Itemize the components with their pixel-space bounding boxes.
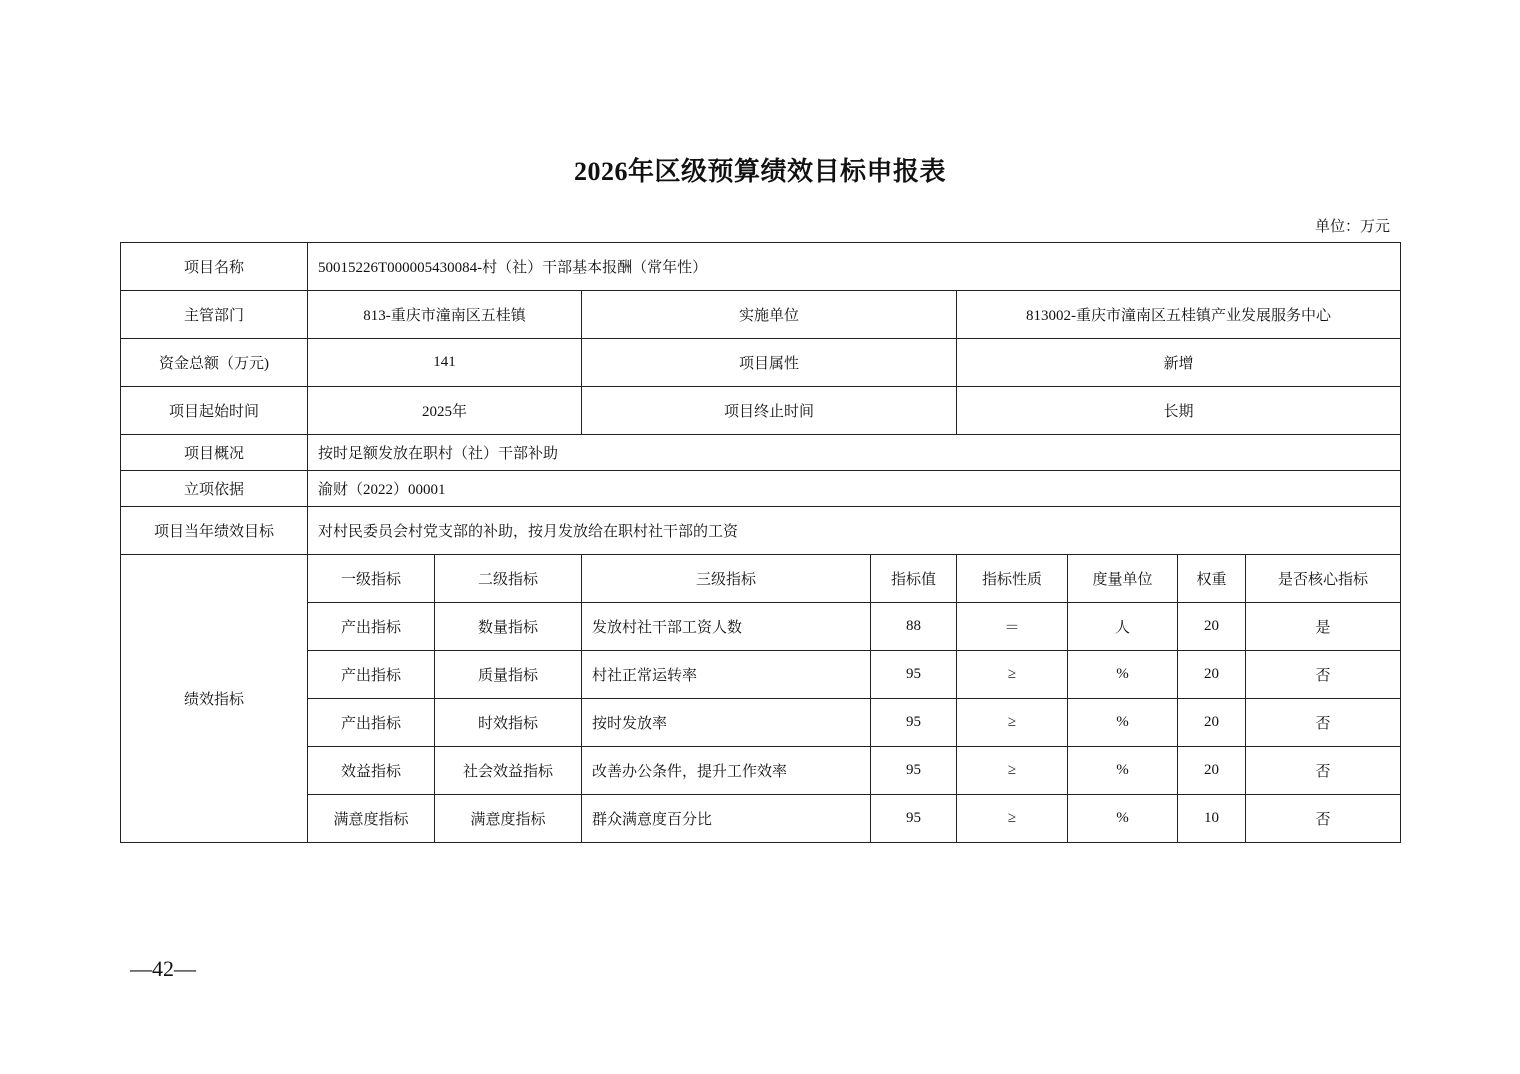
indicator-level3: 群众满意度百分比	[582, 795, 871, 843]
row-project-name	[121, 243, 1401, 291]
indicator-weight: 20	[1178, 651, 1246, 699]
project-name-value: 50015226T000005430084-村（社）干部基本报酬（常年性）	[308, 243, 1401, 291]
indicator-core: 否	[1246, 699, 1401, 747]
dept-label: 主管部门	[121, 291, 308, 339]
indicator-level1: 满意度指标	[308, 795, 435, 843]
header-weight: 权重	[1178, 555, 1246, 603]
indicator-row	[121, 795, 1401, 843]
row-goal	[121, 507, 1401, 555]
indicator-weight: 20	[1178, 747, 1246, 795]
indicator-level1: 产出指标	[308, 651, 435, 699]
indicator-weight: 20	[1178, 699, 1246, 747]
indicator-level3: 发放村社干部工资人数	[582, 603, 871, 651]
impl-label: 实施单位	[582, 291, 957, 339]
indicator-level2: 质量指标	[435, 651, 582, 699]
indicator-row	[121, 651, 1401, 699]
indicator-header-row	[121, 555, 1401, 603]
indicator-core: 否	[1246, 795, 1401, 843]
indicator-row	[121, 603, 1401, 651]
indicator-level2: 数量指标	[435, 603, 582, 651]
row-basis	[121, 471, 1401, 507]
indicator-level3: 按时发放率	[582, 699, 871, 747]
unit-label: 单位：万元	[1314, 219, 1390, 235]
indicator-nature: ≥	[957, 699, 1068, 747]
project-name-label: 项目名称	[121, 243, 308, 291]
end-value: 长期	[957, 387, 1401, 435]
goal-value: 对村民委员会村党支部的补助，按月发放给在职村社干部的工资	[308, 507, 1401, 555]
indicator-nature: ＝	[957, 603, 1068, 651]
header-core: 是否核心指标	[1246, 555, 1401, 603]
indicators-label: 绩效指标	[121, 555, 308, 843]
funds-label: 资金总额（万元)	[121, 339, 308, 387]
indicator-level1: 效益指标	[308, 747, 435, 795]
dept-value: 813-重庆市潼南区五桂镇	[308, 291, 582, 339]
start-value: 2025年	[308, 387, 582, 435]
attr-value: 新增	[957, 339, 1401, 387]
overview-value: 按时足额发放在职村（社）干部补助	[308, 435, 1401, 471]
overview-label: 项目概况	[121, 435, 308, 471]
indicator-core: 是	[1246, 603, 1401, 651]
indicator-weight: 20	[1178, 603, 1246, 651]
funds-value: 141	[308, 339, 582, 387]
indicator-nature: ≥	[957, 747, 1068, 795]
basis-value: 渝财（2022）00001	[308, 471, 1401, 507]
impl-value: 813002-重庆市潼南区五桂镇产业发展服务中心	[957, 291, 1401, 339]
header-value: 指标值	[871, 555, 957, 603]
header-level1: 一级指标	[308, 555, 435, 603]
header-unit: 度量单位	[1068, 555, 1178, 603]
indicator-level3: 村社正常运转率	[582, 651, 871, 699]
page-title: 2026年区级预算绩效目标申报表	[573, 157, 946, 186]
indicator-row	[121, 699, 1401, 747]
indicator-nature: ≥	[957, 795, 1068, 843]
indicator-unit: %	[1068, 651, 1178, 699]
indicator-core: 否	[1246, 747, 1401, 795]
indicator-value: 95	[871, 651, 957, 699]
indicator-row	[121, 747, 1401, 795]
indicator-level1: 产出指标	[308, 603, 435, 651]
indicator-nature: ≥	[957, 651, 1068, 699]
indicator-unit: %	[1068, 699, 1178, 747]
indicator-level2: 时效指标	[435, 699, 582, 747]
indicator-value: 88	[871, 603, 957, 651]
header-nature: 指标性质	[957, 555, 1068, 603]
indicator-value: 95	[871, 747, 957, 795]
indicator-level1: 产出指标	[308, 699, 435, 747]
row-overview	[121, 435, 1401, 471]
end-label: 项目终止时间	[582, 387, 957, 435]
start-label: 项目起始时间	[121, 387, 308, 435]
indicator-level3: 改善办公条件，提升工作效率	[582, 747, 871, 795]
page-number: —42—	[130, 956, 196, 981]
header-level3: 三级指标	[582, 555, 871, 603]
indicator-value: 95	[871, 795, 957, 843]
row-period	[121, 387, 1401, 435]
indicator-unit: 人	[1068, 603, 1178, 651]
indicator-unit: %	[1068, 747, 1178, 795]
indicator-level2: 满意度指标	[435, 795, 582, 843]
basis-label: 立项依据	[121, 471, 308, 507]
header-level2: 二级指标	[435, 555, 582, 603]
row-department	[121, 291, 1401, 339]
indicator-weight: 10	[1178, 795, 1246, 843]
attr-label: 项目属性	[582, 339, 957, 387]
indicator-unit: %	[1068, 795, 1178, 843]
indicator-value: 95	[871, 699, 957, 747]
row-funds	[121, 339, 1401, 387]
indicator-level2: 社会效益指标	[435, 747, 582, 795]
indicator-core: 否	[1246, 651, 1401, 699]
goal-label: 项目当年绩效目标	[121, 507, 308, 555]
performance-target-table	[120, 242, 1401, 843]
